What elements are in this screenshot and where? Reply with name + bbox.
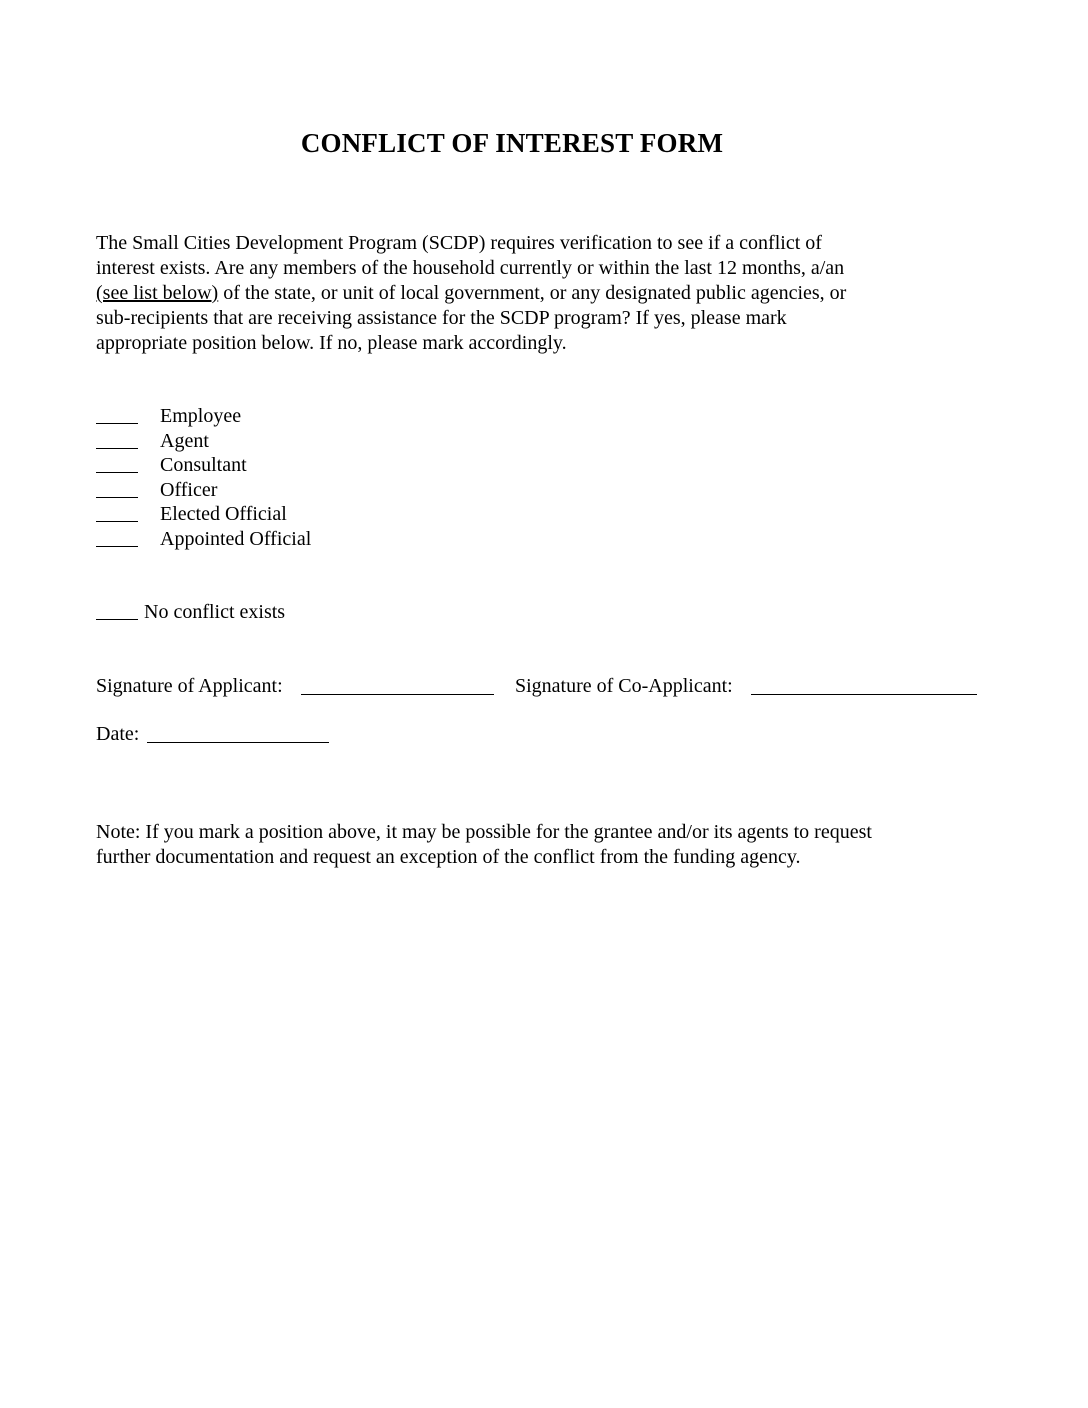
date-field[interactable] [147,722,329,743]
note-paragraph [96,820,996,870]
position-option-appointed-official [96,527,496,552]
intro-line: appropriate position below. If no, please mark accordingly. [96,332,567,354]
position-blank[interactable] [96,478,138,498]
position-label: Agent [160,429,209,452]
position-blank[interactable] [96,429,138,449]
intro-line [96,281,956,306]
intro-line-rest: of the state, or unit of local government, or any designated public agencies, or [218,282,847,304]
intro-line: sub-recipients that are receiving assistance for the SCDP program? If yes, please mark [96,307,787,329]
no-conflict-blank[interactable] [96,600,138,620]
position-label: Consultant [160,454,247,477]
intro-line: The Small Cities Development Program (SCDP) requires verification to see if a conflict of [96,232,822,254]
intro-paragraph [96,231,956,356]
intro-line: interest exists. Are any members of the household currently or within the last 12 months, a/an [96,257,845,279]
co-applicant-signature-field[interactable] [751,674,977,695]
position-option-agent [96,429,496,454]
signature-row [96,674,996,700]
no-conflict-label: No conflict exists [144,601,286,623]
page-title: CONFLICT OF INTEREST FORM [300,128,724,158]
date-label: Date: [96,723,140,745]
no-conflict-option [96,600,285,624]
note-line: further documentation and request an exception of the conflict from the funding agency. [96,846,801,868]
note-line: Note: If you mark a position above, it may be possible for the grantee and/or its agents to request [96,821,872,843]
position-option-employee [96,404,496,429]
position-blank[interactable] [96,527,138,547]
position-option-elected-official [96,502,496,527]
position-blank[interactable] [96,502,138,522]
applicant-signature-field[interactable] [301,674,494,695]
position-label: Elected Official [160,503,287,526]
position-option-officer [96,478,496,503]
position-label: Officer [160,478,218,501]
position-list [96,404,496,552]
position-label: Appointed Official [160,527,312,550]
applicant-signature-label: Signature of Applicant: [96,675,283,697]
see-list-below-reference: (see list below) [96,282,219,304]
position-blank[interactable] [96,404,138,424]
co-applicant-signature-label: Signature of Co-Applicant: [515,675,733,697]
position-blank[interactable] [96,453,138,473]
position-label: Employee [160,405,242,427]
position-option-consultant [96,453,496,478]
